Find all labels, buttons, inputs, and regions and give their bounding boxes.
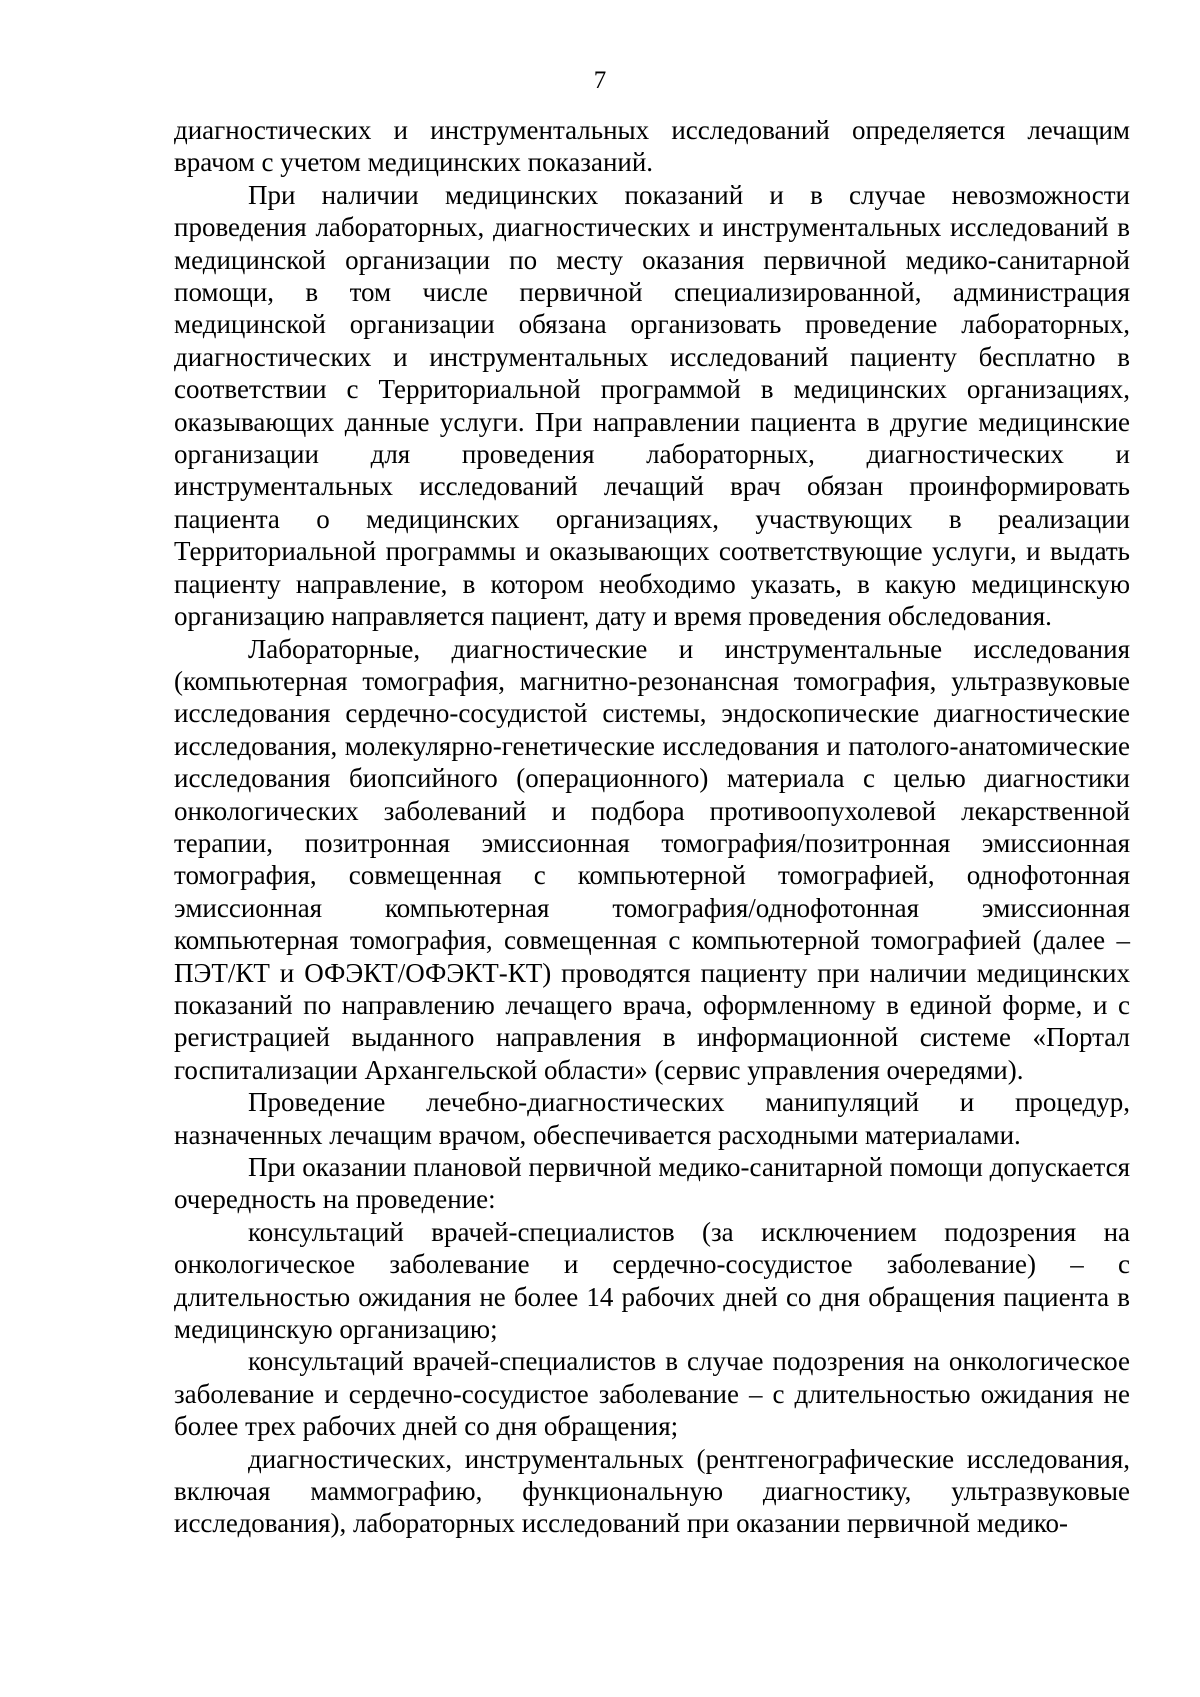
paragraph-queue-intro: При оказании плановой первичной медико-санитарной помощи допускается очередность на проведение:: [174, 1152, 1130, 1215]
paragraph-queue-oncology: консультаций врачей-специалистов в случае подозрения на онкологическое заболевание и сердечно-сосудистое заболевание – с длительностью ожидания не более трех рабочих дней со дня обращения;: [174, 1346, 1130, 1442]
paragraph-diagnostic-studies: Лабораторные, диагностические и инструментальные исследования (компьютерная томография, магнитно-резонансная томография, ультразвуковые исследования сердечно-сосудистой системы, эндоскопические диагностические исследования, молекулярно-генетические исследования и патолого-анатомические исследования биопсийного (операционного) материала с целью диагностики онкологических заболеваний и подбора противоопухолевой лекарственной терапии, позитронная эмиссионная томография/позитронная эмиссионная томография, совмещенная с компьютерной томографией, однофотонная эмиссионная компьютерная томография/однофотонная эмиссионная компьютерная томография, совмещенная с компьютерной томографией (далее – ПЭТ/КТ и ОФЭКТ/ОФЭКТ-КТ) проводятся пациенту при наличии медицинских показаний по направлению лечащего врача, оформленному в единой форме, и с регистрацией выданного направления в информационной системе «Портал госпитализации Архангельской области» (сервис управления очередями).: [174, 633, 1130, 1085]
paragraph-queue-specialists: консультаций врачей-специалистов (за исключением подозрения на онкологическое заболевание и сердечно-сосудистое заболевание) – с длительностью ожидания не более 14 рабочих дней со дня обращения пациента в медицинскую организацию;: [174, 1216, 1130, 1345]
paragraph-continuation: диагностических и инструментальных исследований определяется лечащим врачом с учетом медицинских показаний.: [174, 115, 1130, 178]
paragraph-consumables: Проведение лечебно-диагностических манипуляций и процедур, назначенных лечащим врачом, обеспечивается расходными материалами.: [174, 1087, 1130, 1150]
paragraph-queue-diagnostics: диагностических, инструментальных (рентгенографические исследования, включая маммографию, функциональную диагностику, ультразвуковые исследования), лабораторных исследований при оказании первичной медико-: [174, 1443, 1130, 1539]
document-body: [174, 114, 1130, 1540]
page-number: 7: [593, 67, 607, 94]
paragraph-lab-referral: При наличии медицинских показаний и в случае невозможности проведения лабораторных, диагностических и инструментальных исследований в медицинской организации по месту оказания первичной медико-санитарной помощи, в том числе первичной специализированной, администрация медицинской организации обязана организовать проведение лабораторных, диагностических и инструментальных исследований пациенту бесплатно в соответствии с Территориальной программой в медицинских организациях, оказывающих данные услуги. При направлении пациента в другие медицинские организации для проведения лабораторных, диагностических и инструментальных исследований лечащий врач обязан проинформировать пациента о медицинских организациях, участвующих в реализации Территориальной программы и оказывающих соответствующие услуги, и выдать пациенту направление, в котором необходимо указать, в какую медицинскую организацию направляется пациент, дату и время проведения обследования.: [174, 179, 1130, 632]
